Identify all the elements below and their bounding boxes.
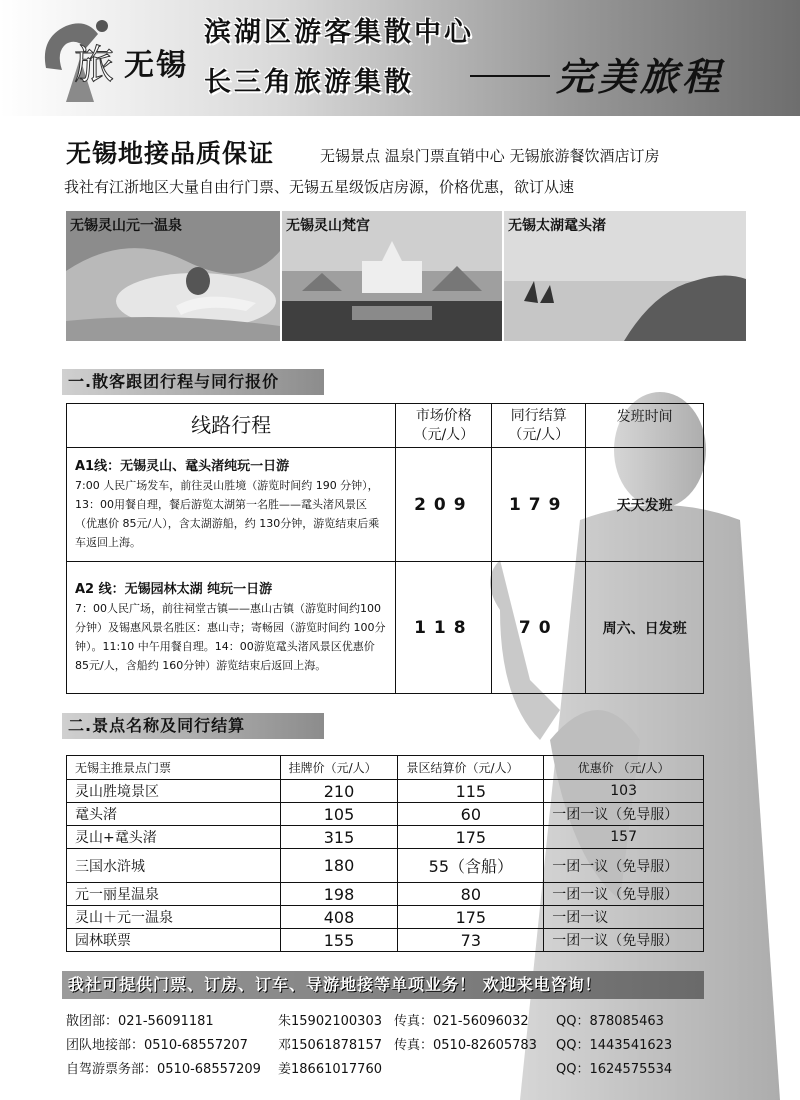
peer-price: 179 [492, 448, 586, 562]
intro-text: 我社有江浙地区大量自由行门票、无锡五星级饭店房源，价格优惠，欲订从速 [64, 178, 575, 196]
cell-settle: 55（含船） [398, 849, 544, 883]
table-row [67, 780, 704, 803]
col-header: 景区结算价（元/人） [398, 756, 544, 780]
contact-dept: 团队地接部：0510-68557207 [66, 1038, 248, 1053]
table-row [67, 803, 704, 826]
route-title: A2 线：无锡园林太湖 纯玩一日游 [75, 582, 273, 597]
section2-title: 二.景点名称及同行结算 [62, 713, 324, 739]
cell-name: 三国水浒城 [67, 849, 281, 883]
cell-name: 元一丽星温泉 [67, 883, 281, 906]
cell-name: 灵山+鼋头渚 [67, 826, 281, 849]
slogan-dash [470, 75, 550, 77]
table-header-row [67, 756, 704, 780]
cell-name: 鼋头渚 [67, 803, 281, 826]
header-market: 市场价格 （元/人） [396, 404, 492, 448]
photo-hot-spring [66, 211, 280, 341]
cell-settle: 60 [398, 803, 544, 826]
section1-title: 一.散客跟团行程与同行报价 [62, 369, 324, 395]
cell-settle: 175 [398, 826, 544, 849]
cell-list: 180 [280, 849, 398, 883]
contact-dept: 散团部：021-56091181 [66, 1014, 214, 1029]
header-route: 线路行程 [67, 404, 396, 448]
contact-fax: 传真：0510-82605783 [394, 1038, 537, 1053]
table-row [67, 849, 704, 883]
cell-discount: 一团一议（免导服） [544, 849, 704, 883]
header-depart: 发班时间 [586, 404, 704, 448]
brand-logo-icon [36, 8, 120, 106]
cell-list: 198 [280, 883, 398, 906]
table-row [67, 906, 704, 929]
header-title-line1: 滨湖区游客集散中心 [204, 17, 474, 48]
cell-name: 园林联票 [67, 929, 281, 952]
cell-list: 408 [280, 906, 398, 929]
header-title-line2: 长三角旅游集散 [204, 67, 414, 98]
photo-palace [282, 211, 502, 341]
col-header: 挂牌价（元/人） [280, 756, 398, 780]
peer-price: 70 [492, 562, 586, 694]
cell-discount: 一团一议 [544, 906, 704, 929]
photo-caption: 无锡灵山梵宫 [286, 218, 370, 234]
depart-time: 天天发班 [586, 448, 704, 562]
photo-caption: 无锡太湖鼋头渚 [508, 218, 606, 234]
cell-settle: 115 [398, 780, 544, 803]
table-row [67, 826, 704, 849]
route-desc: 7:00 人民广场发车，前往灵山胜境（游览时间约 190 分钟），13：00用餐自理，餐后游览太湖第一名胜——鼋头渚风景区（优惠价 85元/人），含太湖游船，约 130分钟，游览结束后乘车返回上海。 [75, 479, 380, 549]
footer-banner: 我社可提供门票、订房、订车、导游地接等单项业务！ 欢迎来电咨询！ [62, 971, 704, 999]
photo-caption: 无锡灵山元一温泉 [70, 218, 182, 234]
route-cell [67, 562, 396, 694]
ticket-table [66, 755, 704, 952]
table-row [67, 883, 704, 906]
cell-discount: 一团一议（免导服） [544, 883, 704, 906]
cell-discount: 一团一议（免导服） [544, 929, 704, 952]
cell-list: 315 [280, 826, 398, 849]
contact-qq: QQ：1624575534 [556, 1062, 673, 1077]
table-row [67, 929, 704, 952]
cell-settle: 73 [398, 929, 544, 952]
quality-title: 无锡地接品质保证 [66, 139, 275, 168]
header-banner [0, 0, 800, 116]
cell-discount: 157 [544, 826, 704, 849]
route-title: A1线：无锡灵山、鼋头渚纯玩一日游 [75, 459, 290, 474]
table-row [67, 562, 704, 694]
header-peer: 同行结算 （元/人） [492, 404, 586, 448]
market-price: 118 [396, 562, 492, 694]
contact-mobile: 姜18661017760 [278, 1062, 382, 1077]
contact-fax: 传真：021-56096032 [394, 1014, 529, 1029]
logo-letter: 旅 [74, 42, 114, 88]
cell-list: 210 [280, 780, 398, 803]
route-table [66, 403, 704, 694]
cell-list: 105 [280, 803, 398, 826]
col-header: 优惠价 （元/人） [544, 756, 704, 780]
cell-name: 灵山胜境景区 [67, 780, 281, 803]
contact-qq: QQ：1443541623 [556, 1038, 673, 1053]
table-row [67, 448, 704, 562]
cell-settle: 80 [398, 883, 544, 906]
cell-discount: 一团一议（免导服） [544, 803, 704, 826]
cell-list: 155 [280, 929, 398, 952]
col-header: 无锡主推景点门票 [67, 756, 281, 780]
header-slogan: 完美旅程 [556, 54, 725, 99]
cell-name: 灵山＋元一温泉 [67, 906, 281, 929]
route-desc: 7：00人民广场，前往祠堂古镇——惠山古镇（游览时间约100分钟）及锡惠风景名胜区：惠山寺；寄畅园（游览时间约 100分钟）。11:10 中午用餐自理。14：00游览鼋头渚风景区优惠价 85元/人，含船约 160分钟）游览结束后返回上海。 [75, 602, 386, 672]
market-price: 209 [396, 448, 492, 562]
cell-settle: 175 [398, 906, 544, 929]
photo-lake [504, 211, 746, 341]
depart-time: 周六、日发班 [586, 562, 704, 694]
cell-discount: 103 [544, 780, 704, 803]
brand-name: 无锡 [124, 48, 188, 83]
contact-qq: QQ：878085463 [556, 1014, 664, 1029]
contact-mobile: 朱15902100303 [278, 1014, 382, 1029]
contact-dept: 自驾游票务部：0510-68557209 [66, 1062, 261, 1077]
quality-subtitle: 无锡景点 温泉门票直销中心 无锡旅游餐饮酒店订房 [320, 147, 660, 165]
route-cell [67, 448, 396, 562]
contact-mobile: 邓15061878157 [278, 1038, 382, 1053]
